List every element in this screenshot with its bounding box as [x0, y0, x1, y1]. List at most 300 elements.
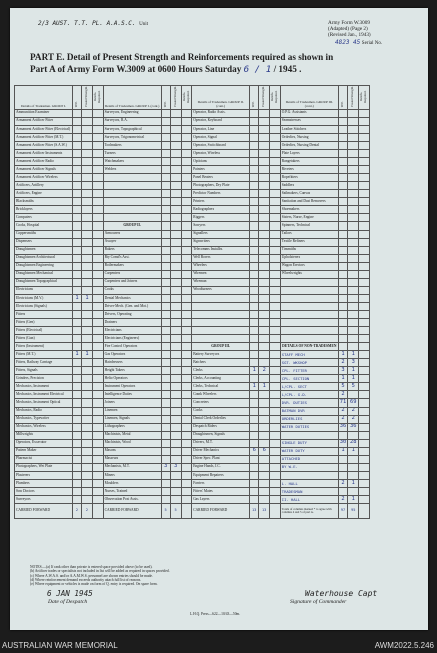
strength-cell: [73, 463, 82, 471]
strength-cell: [170, 391, 181, 399]
trade-label: Mechanics, Radio: [15, 407, 73, 415]
table-row: [15, 367, 370, 375]
despatch-date: 6 JAN 1945: [47, 589, 93, 598]
trade-label: Electricians (Signals): [15, 302, 73, 310]
trade-label: Riggers: [192, 214, 250, 222]
strength-cell: [161, 294, 170, 302]
strength-cell: [170, 383, 181, 391]
strength-cell: [73, 439, 82, 447]
strength-cell: [181, 367, 192, 375]
totals-value: 97: [338, 504, 348, 519]
strength-cell: [93, 238, 104, 246]
strength-cell: [170, 455, 181, 463]
strength-cell: [82, 455, 93, 463]
form-reference: Army Form W.3009 (Adapted) (Page 2) (Revised Jan., 1943): [328, 20, 371, 38]
strength-cell: [250, 343, 259, 351]
strength-cell: 1: [250, 383, 259, 391]
trade-label: Armament Artificer Wireless: [15, 174, 73, 182]
trade-label: Watchmakers: [103, 158, 161, 166]
strength-cell: [259, 407, 270, 415]
strength-cell: [359, 294, 370, 302]
table-row: [15, 286, 370, 294]
strength-cell: [359, 198, 370, 206]
trade-label: [280, 327, 338, 335]
strength-cell: [73, 399, 82, 407]
strength-cell: [250, 375, 259, 383]
strength-cell: [359, 399, 370, 407]
strength-cell: [73, 174, 82, 182]
strength-cell: 1: [348, 447, 359, 455]
strength-cell: [82, 141, 93, 149]
strength-cell: [348, 262, 359, 270]
trade-label: Ropefitters: [280, 174, 338, 182]
strength-cell: [181, 166, 192, 174]
strength-cell: [250, 302, 259, 310]
strength-cell: [170, 278, 181, 286]
part-title: PART E. Detail of Present Strength and Reinforcements required as shown in Part A of Army Form W.3009 at 0600 Hours Saturday 6 / 1 / 1945 .: [30, 52, 334, 75]
trade-label: Surveyors, Topographical: [103, 125, 161, 133]
trade-label: Pattern Maker: [15, 447, 73, 455]
trade-label: TRADESMAN: [280, 488, 338, 496]
strength-cell: [73, 496, 82, 504]
table-row: [15, 302, 370, 310]
column-header-reinfs: Reinfs. Required.: [181, 86, 192, 110]
strength-cell: [270, 109, 281, 117]
strength-cell: [250, 206, 259, 214]
strength-cell: [250, 319, 259, 327]
table-row: [15, 150, 370, 158]
strength-cell: [259, 270, 270, 278]
strength-cell: [82, 391, 93, 399]
strength-cell: [259, 254, 270, 262]
trade-label: Predictor Numbers: [192, 190, 250, 198]
strength-cell: [270, 455, 281, 463]
strength-cell: 2: [348, 415, 359, 423]
strength-cell: [348, 141, 359, 149]
trade-label: Electricians (M.V.): [15, 294, 73, 302]
strength-cell: [359, 471, 370, 479]
totals-note: Totals of columns marked * to agree with columns 4 and 5 of part A.: [280, 504, 338, 519]
strength-cell: [181, 407, 192, 415]
strength-cell: [93, 109, 104, 117]
strength-cell: [82, 246, 93, 254]
strength-cell: [270, 278, 281, 286]
strength-cell: [181, 479, 192, 487]
strength-cell: [250, 415, 259, 423]
column-header-reinfs: Reinfs. Required.: [93, 86, 104, 110]
strength-cell: [93, 335, 104, 343]
trade-label: Mechanics, Instrument: [15, 383, 73, 391]
strength-cell: [73, 190, 82, 198]
strength-cell: [359, 222, 370, 230]
strength-cell: [73, 262, 82, 270]
strength-cell: [93, 246, 104, 254]
strength-cell: [259, 310, 270, 318]
trade-label: [192, 302, 250, 310]
strength-cell: [259, 343, 270, 351]
strength-cell: [250, 238, 259, 246]
strength-cell: [170, 182, 181, 190]
strength-cell: [250, 117, 259, 125]
strength-cell: [170, 359, 181, 367]
strength-cell: [338, 166, 348, 174]
strength-cell: [181, 109, 192, 117]
trade-label: [192, 335, 250, 343]
strength-cell: [82, 174, 93, 182]
strength-cell: [259, 117, 270, 125]
trade-label: Fitters (Instrument): [15, 343, 73, 351]
strength-cell: [270, 463, 281, 471]
strength-cell: [73, 109, 82, 117]
strength-cell: [170, 262, 181, 270]
strength-cell: [161, 447, 170, 455]
trade-label: Mechanics, Instrument Electrical: [15, 391, 73, 399]
strength-cell: [161, 117, 170, 125]
column-header-group1: Details of Tradesmen. GROUP I.: [15, 86, 73, 110]
strength-cell: [170, 150, 181, 158]
trade-label: Bricklayers: [15, 206, 73, 214]
strength-cell: [73, 319, 82, 327]
strength-cell: [161, 150, 170, 158]
strength-cell: [270, 375, 281, 383]
strength-cell: [359, 190, 370, 198]
strength-cell: [93, 479, 104, 487]
strength-cell: [338, 463, 348, 471]
strength-cell: [359, 359, 370, 367]
strength-cell: [359, 286, 370, 294]
trade-label: Welders: [103, 166, 161, 174]
strength-cell: [270, 125, 281, 133]
unit-handwritten: 2/3 AUST. T.T. PL. A.A.S.C. Unit: [38, 20, 149, 27]
trade-label: Surveyors, Engineering: [103, 109, 161, 117]
trade-label: [280, 335, 338, 343]
table-row: [15, 383, 370, 391]
trade-label: Fitters (Gun): [15, 335, 73, 343]
strength-cell: [181, 238, 192, 246]
strength-cell: [259, 488, 270, 496]
strength-cell: [73, 246, 82, 254]
trade-label: Clerks, Technical: [192, 383, 250, 391]
strength-cell: [170, 174, 181, 182]
strength-cell: [82, 488, 93, 496]
table-row: [15, 343, 370, 351]
strength-cell: [250, 391, 259, 399]
strength-cell: [259, 174, 270, 182]
strength-cell: [170, 190, 181, 198]
trade-label: Engine Hands, I.C.: [192, 463, 250, 471]
strength-cell: [250, 246, 259, 254]
strength-cell: [93, 439, 104, 447]
strength-cell: [93, 407, 104, 415]
strength-cell: [82, 270, 93, 278]
strength-cell: [348, 174, 359, 182]
strength-cell: [250, 141, 259, 149]
strength-cell: [93, 270, 104, 278]
strength-cell: [348, 455, 359, 463]
strength-cell: [181, 141, 192, 149]
strength-cell: [170, 222, 181, 230]
strength-cell: [82, 343, 93, 351]
strength-cell: [170, 270, 181, 278]
strength-cell: [250, 214, 259, 222]
strength-cell: [170, 488, 181, 496]
trade-label: Observation Post Assts.: [103, 496, 161, 504]
trade-label: Photographers, Dry Plate: [192, 182, 250, 190]
strength-cell: [348, 109, 359, 117]
strength-cell: [348, 286, 359, 294]
strength-cell: [161, 206, 170, 214]
trade-label: Fitters (M.T.): [15, 351, 73, 359]
trade-label: BATMAN DVR: [280, 407, 338, 415]
strength-cell: [259, 222, 270, 230]
strength-cell: [170, 230, 181, 238]
strength-cell: [250, 439, 259, 447]
commander-signature: Waterhouse Capt: [305, 589, 378, 598]
strength-cell: [259, 182, 270, 190]
trade-label: Telecomms Installrs.: [192, 246, 250, 254]
trade-label: Leather Stitchers: [280, 125, 338, 133]
strength-cell: [270, 399, 281, 407]
strength-cell: [181, 335, 192, 343]
strength-cell: 3: [170, 463, 181, 471]
strength-cell: [359, 375, 370, 383]
strength-cell: 1: [82, 351, 93, 359]
strength-cell: [93, 383, 104, 391]
trade-label: Masseurs: [103, 455, 161, 463]
strength-cell: [359, 310, 370, 318]
strength-cell: [338, 431, 348, 439]
strength-cell: [73, 230, 82, 238]
strength-cell: [359, 327, 370, 335]
trade-label: Miners: [103, 471, 161, 479]
strength-cell: [259, 319, 270, 327]
table-row: [15, 182, 370, 190]
table-row: [15, 133, 370, 141]
strength-cell: [359, 302, 370, 310]
strength-cell: [82, 407, 93, 415]
strength-cell: [338, 158, 348, 166]
trade-label: Spinners, Technical: [280, 222, 338, 230]
strength-cell: [161, 214, 170, 222]
strength-cell: [73, 310, 82, 318]
strength-cell: [359, 270, 370, 278]
strength-cell: [82, 158, 93, 166]
strength-cell: [338, 278, 348, 286]
trade-label: Bakers: [103, 246, 161, 254]
table-row: [15, 174, 370, 182]
strength-cell: [82, 190, 93, 198]
trade-label: Moulders: [103, 479, 161, 487]
strength-cell: [82, 471, 93, 479]
strength-cell: [82, 359, 93, 367]
strength-cell: [93, 133, 104, 141]
strength-cell: [93, 214, 104, 222]
table-row: [15, 455, 370, 463]
column-header-posted: Posted Strength.: [82, 86, 93, 110]
strength-cell: [338, 294, 348, 302]
strength-cell: [250, 150, 259, 158]
trade-label: Radiographers: [192, 206, 250, 214]
trade-label: Drivers, Operating: [103, 310, 161, 318]
strength-cell: [170, 214, 181, 222]
trade-label: Surveyors, Trigonometrical: [103, 133, 161, 141]
strength-cell: [93, 447, 104, 455]
strength-cell: [181, 246, 192, 254]
strength-cell: [181, 383, 192, 391]
trade-label: Electricians (Engineers): [103, 335, 161, 343]
strength-cell: [181, 447, 192, 455]
trade-label: Surveyors: [15, 496, 73, 504]
strength-cell: [259, 359, 270, 367]
strength-cell: [73, 415, 82, 423]
strength-cell: [161, 286, 170, 294]
strength-cell: [259, 158, 270, 166]
strength-cell: [82, 133, 93, 141]
strength-cell: [161, 158, 170, 166]
strength-cell: [161, 310, 170, 318]
table-row: [15, 294, 370, 302]
strength-cell: 28: [348, 439, 359, 447]
strength-cell: 2: [338, 415, 348, 423]
strength-cell: [82, 254, 93, 262]
table-row: [15, 270, 370, 278]
strength-cell: [170, 302, 181, 310]
strength-cell: [338, 109, 348, 117]
strength-cell: [73, 335, 82, 343]
strength-cell: [181, 327, 192, 335]
strength-cell: [270, 359, 281, 367]
strength-cell: [170, 335, 181, 343]
strength-cell: [161, 133, 170, 141]
strength-cell: [270, 302, 281, 310]
strength-cell: [73, 278, 82, 286]
table-row: [15, 439, 370, 447]
trade-label: [192, 294, 250, 302]
strength-cell: [82, 222, 93, 230]
strength-cell: [161, 471, 170, 479]
trade-label: Gas Operators: [103, 351, 161, 359]
table-row: [15, 407, 370, 415]
table-row: [15, 335, 370, 343]
strength-cell: [161, 367, 170, 375]
trade-label: [103, 214, 161, 222]
trade-label: SGT. WKSHOP: [280, 359, 338, 367]
strength-cell: [93, 375, 104, 383]
strength-cell: [348, 319, 359, 327]
trade-label: Linemen, Signals: [103, 415, 161, 423]
strength-cell: [270, 190, 281, 198]
column-header-we: W.E.: [338, 86, 348, 110]
strength-cell: [270, 319, 281, 327]
trade-label: Plasterers: [15, 471, 73, 479]
strength-cell: [82, 206, 93, 214]
strength-cell: [161, 174, 170, 182]
strength-cell: [82, 335, 93, 343]
strength-cell: [348, 327, 359, 335]
strength-cell: [259, 375, 270, 383]
strength-cell: [161, 391, 170, 399]
strength-cell: [259, 262, 270, 270]
strength-cell: 1: [338, 375, 348, 383]
strength-cell: [338, 246, 348, 254]
strength-cell: [338, 214, 348, 222]
strength-cell: [348, 182, 359, 190]
trade-label: Hairdressers: [103, 359, 161, 367]
strength-cell: [170, 246, 181, 254]
strength-cell: [93, 158, 104, 166]
strength-cell: [93, 463, 104, 471]
strength-cell: [161, 190, 170, 198]
strength-cell: [93, 141, 104, 149]
strength-cell: [82, 182, 93, 190]
strength-cell: 6: [250, 447, 259, 455]
strength-cell: [161, 141, 170, 149]
trade-label: Sailmakers, Canvas: [280, 190, 338, 198]
trade-label: Riveters: [280, 166, 338, 174]
strength-cell: [270, 423, 281, 431]
strength-cell: [259, 133, 270, 141]
strength-cell: [270, 415, 281, 423]
strength-cell: [82, 375, 93, 383]
strength-cell: [359, 141, 370, 149]
strength-cell: [359, 391, 370, 399]
strength-cell: [348, 222, 359, 230]
strength-cell: [93, 190, 104, 198]
strength-cell: [170, 206, 181, 214]
strength-cell: [359, 254, 370, 262]
strength-cell: [270, 262, 281, 270]
column-header-reinfs: Reinfs. Required.: [359, 86, 370, 110]
trade-label: Clerks: [192, 367, 250, 375]
strength-cell: [82, 439, 93, 447]
despatch-label: Date of Despatch: [48, 599, 88, 605]
strength-cell: [270, 343, 281, 351]
strength-cell: [73, 141, 82, 149]
strength-cell: [161, 431, 170, 439]
trade-label: Grinders, Precision: [15, 375, 73, 383]
strength-cell: [338, 190, 348, 198]
strength-cell: [259, 125, 270, 133]
strength-cell: [338, 343, 348, 351]
strength-cell: [93, 182, 104, 190]
trade-label: Driver Mechanics: [192, 447, 250, 455]
strength-cell: [170, 286, 181, 294]
strength-cell: [348, 391, 359, 399]
strength-cell: 30: [339, 439, 347, 446]
strength-cell: [270, 407, 281, 415]
strength-cell: [270, 166, 281, 174]
strength-cell: [161, 496, 170, 504]
strength-cell: [338, 335, 348, 343]
table-row: [15, 158, 370, 166]
strength-cell: [359, 109, 370, 117]
trade-label: L/CPL. SECT: [280, 383, 338, 391]
strength-cell: [161, 415, 170, 423]
strength-cell: [93, 359, 104, 367]
strength-cell: [338, 206, 348, 214]
strength-cell: [359, 439, 370, 447]
trade-label: Orderlies, Nursing: [280, 133, 338, 141]
carried-forward-value: 13: [250, 504, 259, 519]
strength-cell: [270, 447, 281, 455]
strength-cell: [359, 447, 370, 455]
column-header-we: W.E.: [250, 86, 259, 110]
strength-cell: 2: [259, 367, 270, 375]
trade-label: Draughtsmen Mechanical: [15, 270, 73, 278]
trade-label: Rangetakers: [280, 158, 338, 166]
strength-cell: [181, 133, 192, 141]
trade-label: [103, 190, 161, 198]
